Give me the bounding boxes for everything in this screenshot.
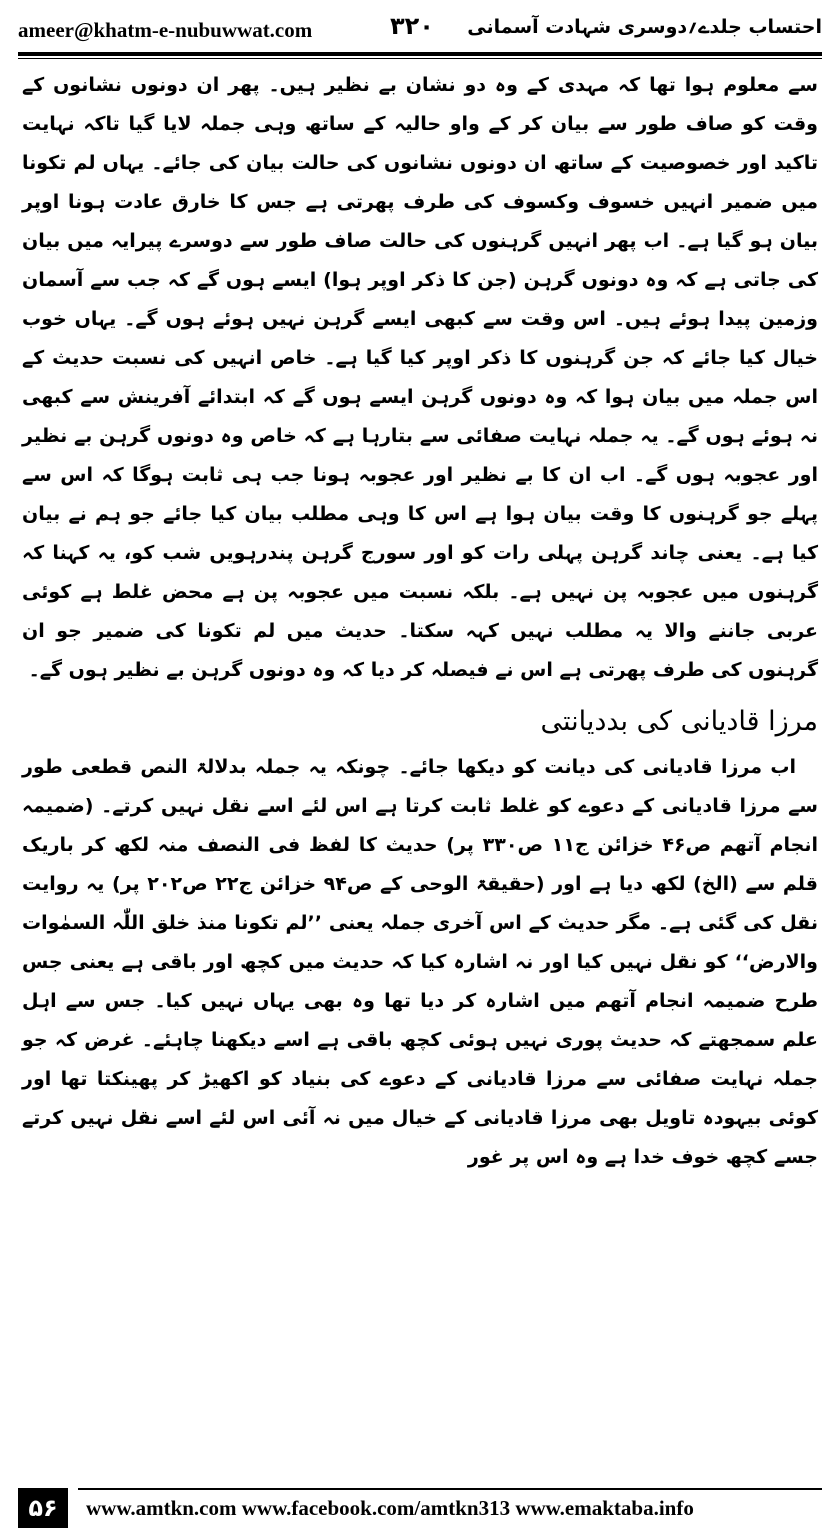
section-heading: مرزا قادیانی کی بددیانتی (540, 706, 818, 737)
header-rule-thin (18, 58, 822, 59)
header-page-number: ۳۲۰ (390, 12, 434, 40)
paragraph-2: اب مرزا قادیانی کی دیانت کو دیکھا جائے۔ چونکہ یہ جملہ بدلالۃ النص قطعی طور سے مرزا قادیانی کے دعوے کو غلط ثابت کرتا ہے اس لئے اسے نقل نہیں کرتے۔ (ضمیمہ انجام آتھم ص۴۶ خزائن ج۱۱ ص۳۳۰ پر) حدیث کا لفظ فی النصف منہ لکھ کر باریک قلم سے (الخ) لکھ دیا ہے اور (حقیقۃ الوحی کے ص۹۴ خزائن ج۲۲ ص۲۰۲ پر) یہ روایت نقل کی گئی ہے۔ مگر حدیث کے اس آخری جملہ یعنی ’’لم تکونا منذ خلق اللّٰہ السمٰوات والارض‘‘ کو نقل نہیں کیا اور نہ اشارہ کیا کہ حدیث میں کچھ اور باقی ہے یعنی جس طرح ضمیمہ انجام آتھم میں اشارہ کر دیا تھا وہ بھی یہاں نہیں کیا۔ جس سے اہل علم سمجھتے کہ حدیث پوری نہیں ہوئی کچھ باقی ہے اسے دیکھنا چاہئے۔ غرض کہ جو جملہ نہایت صفائی سے مرزا قادیانی کے دعوے کی بنیاد کو اکھیڑ کر پھینکتا تھا اور کوئی بیہودہ تاویل بھی مرزا قادیانی کے خیال میں نہ آئی اس لئے اسے نقل نہیں کرتے جسے کچھ خوف خدا ہے وہ اس پر غور (22, 756, 819, 1168)
paragraph-1: سے معلوم ہوا تھا کہ مہدی کے وہ دو نشان بے نظیر ہیں۔ پھر ان دونوں نشانوں کے وقت کو صاف طور سے بیان کر کے واو حالیہ کے ساتھ وہی جملہ لایا گیا تاکہ نہایت تاکید اور خصوصیت کے ساتھ ان دونوں نشانوں کی حالت بیان کی جائے۔ یہاں لم تکونا میں ضمیر انہیں خسوف وکسوف کی طرف پھرتی ہے جس کا خارق عادت ہونا اوپر بیان ہو گیا ہے۔ اب پھر انہیں گرہنوں کی حالت صاف طور سے دوسرے پیرایہ میں بیان کی جاتی ہے کہ وہ دونوں گرہن (جن کا ذکر اوپر ہوا) ایسے ہوں گے کہ جب سے آسمان وزمین پیدا ہوئے ہیں۔ اس وقت سے کبھی ایسے گرہن نہیں ہوئے ہوں گے۔ یہاں خوب خیال کیا جائے کہ جن گرہنوں کا ذکر اوپر کیا گیا ہے۔ خاص انہیں کی نسبت حدیث کے اس جملہ میں بیان ہوا کہ وہ دونوں گرہن ایسے ہوں گے کہ ابتدائے آفرینش سے کبھی نہ ہوئے ہوں گے۔ یہ جملہ نہایت صفائی سے بتارہا ہے کہ خاص وہ دونوں گرہن بے نظیر اور عجوبہ ہوں گے۔ اب ان کا بے نظیر اور عجوبہ ہونا جب ہی ثابت ہوگا کہ اس سے پہلے جو گرہنوں کا وقت بیان ہوا ہے اس کا وہی مطلب بیان کیا جائے جو ہم نے بیان کیا ہے۔ یعنی چاند گرہن پہلی رات کو اور سورج گرہن پندرہویں شب کو، یہ کہنا کہ گرہنوں میں عجوبہ پن نہیں ہے۔ بلکہ نسبت میں عجوبہ پن ہے محض غلط ہے کوئی عربی جاننے والا یہ مطلب نہیں کہہ سکتا۔ حدیث میں لم تکونا کی ضمیر جو ان گرہنوں کی طرف پھرتی ہے اس نے فیصلہ کر دیا کہ وہ دونوں گرہن بے نظیر ہوں گے۔ (22, 74, 818, 681)
header-book-title: احتساب جلدے؍دوسری شہادت آسمانی (467, 16, 822, 38)
footer-rule (78, 1488, 822, 1490)
header-email[interactable]: ameer@khatm-e-nubuwwat.com (18, 18, 313, 42)
footer-page-number: ۵۶ (18, 1488, 68, 1528)
page-header (18, 12, 822, 52)
page-footer (18, 1488, 822, 1532)
header-rule (18, 52, 822, 56)
body-text (22, 66, 818, 1177)
footer-links[interactable]: www.amtkn.com www.facebook.com/amtkn313 www.emaktaba.info (86, 1496, 694, 1520)
